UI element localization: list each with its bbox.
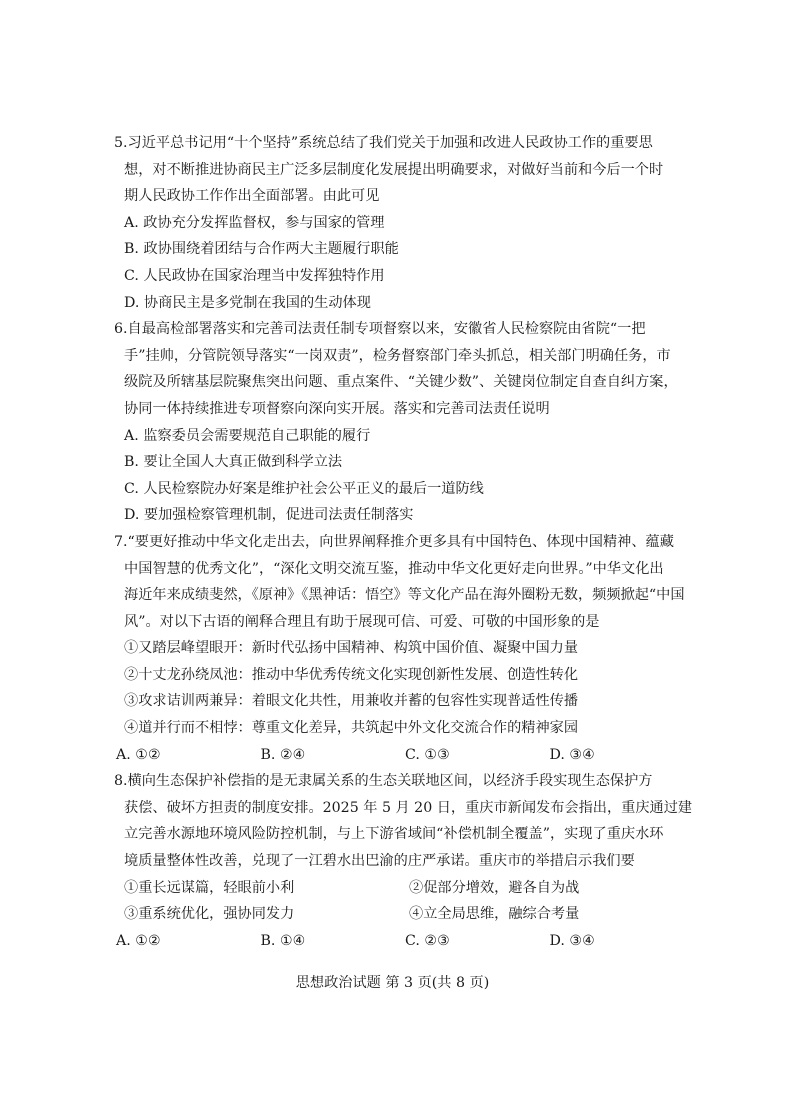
question-5-stem-line-3: 期人民政协工作作出全面部署。由此可见 [124, 188, 380, 205]
question-8-statement-3: ③重系统优化，强协同发力 [124, 906, 295, 923]
question-5-option-d: D. 协商民主是多党制在我国的生动体现 [124, 294, 371, 311]
question-8-stem-line-2: 获偿、破坏方担责的制度安排。2025 年 5 月 20 日，重庆市新闻发布会指出，重庆通过建 [124, 799, 693, 816]
question-7-statement-3: ③攻求诘训两兼异：着眼文化共性，用兼收并蓄的包容性实现普适性传播 [124, 693, 579, 710]
question-6-option-b: B. 要让全国人大真正做到科学立法 [124, 454, 343, 471]
questions-content [114, 130, 694, 954]
question-7 [114, 529, 694, 768]
question-7-stem-line-1: 7.“要更好推动中华文化走出去，向世界阐释推介更多具有中国特色、体现中国精神、蕴藏 [114, 533, 674, 550]
question-8-statement-4: ④立全局思维，融综合考量 [409, 906, 580, 923]
question-6-option-c: C. 人民检察院办好案是维护社会公平正义的最后一道防线 [124, 480, 484, 497]
question-6-stem-line-4: 协同一体持续推进专项督察向深向实开展。落实和完善司法责任说明 [124, 400, 550, 417]
question-8-choice-a: A. ①② [116, 932, 161, 949]
question-7-choice-b: B. ②④ [260, 746, 306, 763]
question-8-choice-c: C. ②③ [405, 932, 450, 949]
question-5-option-c: C. 人民政协在国家治理当中发挥独特作用 [124, 267, 385, 284]
question-7-choices [114, 742, 694, 769]
question-7-choice-c: C. ①③ [405, 746, 450, 763]
question-7-statement-2: ②十丈龙孙绕凤池：推动中华优秀传统文化实现创新性发展、创造性转化 [124, 666, 579, 683]
question-8-statements-row-1 [114, 875, 694, 902]
page-footer: 思想政治试题 第 3 页(共 8 页) [295, 975, 490, 991]
question-8-stem-line-3: 立完善水源地环境风险防控机制，与上下游省域间“补偿机制全覆盖”，实现了重庆水环 [124, 826, 664, 843]
question-8-stem-line-4: 境质量整体性改善，兑现了一江碧水出巴渝的庄严承诺。重庆市的举措启示我们要 [124, 853, 635, 870]
question-6-stem-line-2: 手”挂帅，分管院领导落实“一岗双责”，检务督察部门牵头抓总，相关部门明确任务，市 [124, 347, 671, 364]
question-8-statement-2: ②促部分增效，避各自为战 [409, 879, 580, 896]
question-5-option-a: A. 政协充分发挥监督权，参与国家的管理 [124, 214, 385, 231]
question-7-stem-line-2: 中国智慧的优秀文化”，“深化文明交流互鉴，推动中华文化更好走向世界。”中华文化出 [124, 560, 664, 577]
question-8-choice-b: B. ①④ [260, 932, 306, 949]
question-5-stem-line-2: 想，对不断推进协商民主广泛多层制度化发展提出明确要求，对做好当前和今后一个时 [124, 161, 664, 178]
question-6-stem-line-3: 级院及所辖基层院聚焦突出问题、重点案件、“关键少数”、关键岗位制定自查自纠方案， [124, 374, 678, 391]
question-7-statement-1: ①又踏层峰望眼开：新时代弘扬中国精神、构筑中国价值、凝聚中国力量 [124, 640, 579, 657]
question-5 [114, 130, 694, 316]
question-8-choices [114, 928, 694, 955]
question-6-option-a: A. 监察委员会需要规范自己职能的履行 [124, 427, 371, 444]
question-8-choice-d: D. ③④ [549, 932, 595, 949]
question-5-option-b: B. 政协围绕着团结与合作两大主题履行职能 [124, 241, 399, 258]
question-6 [114, 316, 694, 529]
question-7-stem-line-3: 海近年来成绩斐然，《原神》《黑神话：悟空》等文化产品在海外圈粉无数，频频掀起“中国 [124, 587, 685, 604]
question-7-choice-d: D. ③④ [549, 746, 595, 763]
question-8-statement-1: ①重长远谋篇，轻眼前小利 [124, 879, 295, 896]
question-8-statements-row-2 [114, 901, 694, 928]
question-8 [114, 768, 694, 954]
question-5-stem-line-1: 5.习近平总书记用“十个坚持”系统总结了我们党关于加强和改进人民政协工作的重要思 [114, 135, 653, 151]
question-6-stem-line-1: 6.自最高检部署落实和完善司法责任制专项督察以来，安徽省人民检察院由省院“一把 [114, 321, 646, 338]
question-7-choice-a: A. ①② [116, 746, 161, 763]
question-8-stem-line-1: 8.横向生态保护补偿指的是无隶属关系的生态关联地区间，以经济手段实现生态保护方 [114, 773, 653, 790]
question-7-statement-4: ④道并行而不相悖：尊重文化差异，共筑起中外文化交流合作的精神家园 [124, 720, 579, 737]
question-7-stem-line-4: 风”。对以下古语的阐释合理且有助于展现可信、可爱、可敬的中国形象的是 [124, 613, 600, 630]
question-6-option-d: D. 要加强检察管理机制，促进司法责任制落实 [124, 507, 414, 524]
